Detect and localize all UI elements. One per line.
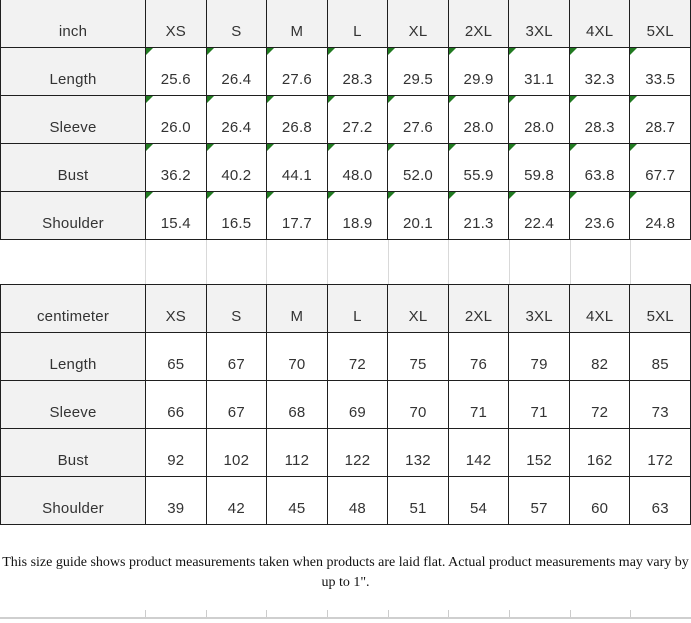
- size-header-cell-label: 5XL: [646, 308, 674, 325]
- measurement-cell-label: 79: [530, 356, 548, 373]
- green-triangle-icon: [146, 192, 153, 199]
- measurement-cell: [630, 48, 691, 96]
- measurement-cell: [388, 144, 449, 192]
- measurement-cell-label: 63.8: [584, 167, 615, 184]
- size-header-cell: [630, 0, 691, 48]
- unit-header-cell-label: inch: [58, 23, 88, 40]
- measurement-cell-label: 70: [409, 404, 427, 421]
- size-header-cell-label: 3XL: [525, 23, 553, 40]
- green-triangle-icon: [267, 144, 274, 151]
- measurement-cell: [328, 429, 389, 477]
- measurement-cell-label: 67: [227, 356, 245, 373]
- measurement-cell-label: 48.0: [342, 167, 373, 184]
- measurement-cell-label: 18.9: [342, 215, 373, 232]
- size-header-cell-label: 2XL: [464, 308, 493, 325]
- measurement-cell-label: 44.1: [281, 167, 312, 184]
- measurement-cell-label: 69: [348, 404, 366, 421]
- row-label-cell: [1, 144, 146, 192]
- measurement-cell-label: 39: [167, 500, 185, 517]
- measurement-cell: [388, 192, 449, 240]
- measurement-cell-label: 20.1: [402, 215, 433, 232]
- green-triangle-icon: [630, 144, 637, 151]
- green-triangle-icon: [207, 96, 214, 103]
- green-triangle-icon: [207, 144, 214, 151]
- size-header-cell-label: S: [231, 23, 242, 40]
- size-header-cell: [570, 0, 631, 48]
- row-label-cell-label: Shoulder: [42, 215, 104, 232]
- size-header-cell: [388, 285, 449, 333]
- measurement-cell: [570, 381, 631, 429]
- row-label-cell: [1, 381, 146, 429]
- measurement-cell-label: 21.3: [463, 215, 494, 232]
- measurement-cell: [146, 381, 207, 429]
- measurement-cell-label: 71: [530, 404, 548, 421]
- measurement-cell-label: 31.1: [524, 71, 555, 88]
- measurement-cell: [328, 192, 389, 240]
- measurement-cell: [146, 477, 207, 525]
- measurement-cell: [388, 381, 449, 429]
- measurement-cell: [570, 144, 631, 192]
- row-label-cell-label: Sleeve: [49, 404, 97, 421]
- measurement-cell-label: 152: [526, 452, 552, 469]
- measurement-cell: [267, 192, 328, 240]
- measurement-cell-label: 25.6: [160, 71, 191, 88]
- green-triangle-icon: [328, 144, 335, 151]
- measurement-cell-label: 22.4: [524, 215, 555, 232]
- measurement-cell: [207, 144, 268, 192]
- size-header-cell-label: 5XL: [646, 23, 674, 40]
- measurement-cell: [570, 429, 631, 477]
- size-table-inch: [0, 0, 691, 240]
- size-header-cell-label: 2XL: [464, 23, 493, 40]
- size-header-cell-label: XL: [408, 23, 428, 40]
- size-header-cell: [146, 0, 207, 48]
- size-header-cell: [267, 285, 328, 333]
- green-triangle-icon: [328, 48, 335, 55]
- green-triangle-icon: [207, 48, 214, 55]
- measurement-cell-label: 36.2: [160, 167, 191, 184]
- green-triangle-icon: [630, 192, 637, 199]
- faint-column-line: [327, 240, 328, 284]
- green-triangle-icon: [207, 192, 214, 199]
- measurement-cell-label: 33.5: [645, 71, 676, 88]
- measurement-cell: [146, 333, 207, 381]
- green-triangle-icon: [570, 192, 577, 199]
- measurement-cell-label: 162: [586, 452, 613, 469]
- measurement-cell-label: 29.9: [463, 71, 494, 88]
- green-triangle-icon: [509, 48, 516, 55]
- faint-column-line: [388, 240, 389, 284]
- green-triangle-icon: [328, 192, 335, 199]
- measurement-cell: [146, 144, 207, 192]
- size-header-cell: [630, 285, 691, 333]
- spacer-row: [0, 240, 691, 284]
- row-label-cell-label: Length: [49, 356, 97, 373]
- unit-header-cell: [1, 285, 146, 333]
- measurement-cell-label: 28.0: [463, 119, 494, 136]
- measurement-cell: [570, 96, 631, 144]
- measurement-cell-label: 28.3: [584, 119, 615, 136]
- measurement-cell: [388, 96, 449, 144]
- column-border-tick: [206, 610, 207, 617]
- measurement-cell: [207, 96, 268, 144]
- green-triangle-icon: [509, 96, 516, 103]
- measurement-cell: [509, 429, 570, 477]
- measurement-cell: [509, 144, 570, 192]
- size-header-cell-label: 4XL: [586, 308, 614, 325]
- measurement-cell-label: 112: [284, 452, 310, 469]
- measurement-cell: [267, 333, 328, 381]
- measurement-cell-label: 40.2: [221, 167, 252, 184]
- measurement-cell: [630, 477, 691, 525]
- measurement-cell-label: 142: [465, 452, 492, 469]
- measurement-cell: [570, 333, 631, 381]
- measurement-cell: [328, 477, 389, 525]
- size-header-cell-label: 4XL: [586, 23, 614, 40]
- unit-header-cell: [1, 0, 146, 48]
- measurement-cell: [449, 144, 510, 192]
- row-label-cell: [1, 192, 146, 240]
- row-label-cell: [1, 477, 146, 525]
- measurement-cell: [509, 96, 570, 144]
- size-header-cell: [267, 0, 328, 48]
- measurement-cell-label: 57: [530, 500, 548, 517]
- green-triangle-icon: [630, 48, 637, 55]
- size-header-cell: [388, 0, 449, 48]
- measurement-cell: [267, 477, 328, 525]
- column-border-tick: [145, 610, 146, 617]
- green-triangle-icon: [146, 48, 153, 55]
- row-label-cell: [1, 96, 146, 144]
- measurement-cell: [267, 381, 328, 429]
- measurement-cell-label: 26.8: [281, 119, 312, 136]
- measurement-cell: [267, 96, 328, 144]
- size-header-cell-label: XS: [165, 308, 186, 325]
- measurement-cell: [267, 144, 328, 192]
- measurement-cell: [388, 429, 449, 477]
- column-border-tick: [327, 610, 328, 617]
- measurement-cell-label: 102: [223, 452, 250, 469]
- column-border-tick: [448, 610, 449, 617]
- measurement-cell-label: 65: [167, 356, 185, 373]
- measurement-cell: [509, 333, 570, 381]
- measurement-cell-label: 27.6: [281, 71, 312, 88]
- measurement-cell-label: 72: [348, 356, 366, 373]
- measurement-cell: [207, 429, 268, 477]
- measurement-cell-label: 52.0: [402, 167, 433, 184]
- size-header-cell-label: M: [290, 23, 304, 40]
- green-triangle-icon: [449, 192, 456, 199]
- faint-column-line: [448, 240, 449, 284]
- size-header-cell-label: XS: [165, 23, 186, 40]
- measurement-cell: [146, 96, 207, 144]
- green-triangle-icon: [570, 144, 577, 151]
- measurement-cell-label: 132: [405, 452, 431, 469]
- measurement-cell: [267, 429, 328, 477]
- row-label-cell-label: Length: [49, 71, 97, 88]
- measurement-cell: [146, 192, 207, 240]
- measurement-cell: [207, 333, 268, 381]
- size-header-cell-label: S: [231, 308, 242, 325]
- measurement-cell-label: 42: [227, 500, 245, 517]
- measurement-cell: [207, 192, 268, 240]
- measurement-cell-label: 60: [591, 500, 609, 517]
- size-header-cell-label: L: [353, 308, 362, 325]
- size-header-cell-label: L: [353, 23, 362, 40]
- column-border-tick: [266, 610, 267, 617]
- green-triangle-icon: [388, 48, 395, 55]
- measurement-cell: [630, 429, 691, 477]
- measurement-cell-label: 67.7: [645, 167, 676, 184]
- green-triangle-icon: [146, 96, 153, 103]
- measurement-cell: [449, 381, 510, 429]
- green-triangle-icon: [509, 192, 516, 199]
- measurement-cell: [146, 48, 207, 96]
- measurement-cell: [328, 381, 389, 429]
- measurement-cell-label: 54: [470, 500, 488, 517]
- measurement-cell: [570, 48, 631, 96]
- measurement-cell: [449, 96, 510, 144]
- measurement-cell: [207, 48, 268, 96]
- size-header-cell: [509, 0, 570, 48]
- row-label-cell-label: Sleeve: [49, 119, 97, 136]
- measurement-cell: [630, 192, 691, 240]
- green-triangle-icon: [388, 96, 395, 103]
- measurement-cell-label: 27.2: [342, 119, 373, 136]
- measurement-cell: [449, 48, 510, 96]
- size-header-cell: [509, 285, 570, 333]
- measurement-cell-label: 32.3: [584, 71, 615, 88]
- measurement-cell-label: 28.0: [524, 119, 555, 136]
- measurement-cell-label: 92: [167, 452, 185, 469]
- measurement-cell-label: 15.4: [160, 215, 191, 232]
- size-guide-note: This size guide shows product measurements taken when products are laid flat. Actual product measurements may vary by up to 1".: [2, 555, 689, 590]
- green-triangle-icon: [449, 96, 456, 103]
- faint-column-line: [630, 240, 631, 284]
- green-triangle-icon: [570, 96, 577, 103]
- row-label-cell-label: Bust: [57, 167, 89, 184]
- measurement-cell-label: 63: [651, 500, 669, 517]
- size-table-centimeter: [0, 284, 691, 525]
- faint-column-line: [206, 240, 207, 284]
- green-triangle-icon: [328, 96, 335, 103]
- measurement-cell-label: 71: [470, 404, 488, 421]
- size-header-cell: [449, 0, 510, 48]
- measurement-cell: [630, 144, 691, 192]
- green-triangle-icon: [388, 192, 395, 199]
- size-header-cell: [207, 285, 268, 333]
- measurement-cell: [570, 477, 631, 525]
- measurement-cell: [328, 96, 389, 144]
- measurement-cell: [388, 477, 449, 525]
- measurement-cell-label: 17.7: [281, 215, 312, 232]
- measurement-cell: [328, 144, 389, 192]
- faint-column-line: [145, 240, 146, 284]
- green-triangle-icon: [449, 48, 456, 55]
- measurement-cell-label: 85: [651, 356, 669, 373]
- measurement-cell-label: 75: [409, 356, 427, 373]
- measurement-cell: [388, 48, 449, 96]
- size-header-cell: [146, 285, 207, 333]
- measurement-cell: [509, 477, 570, 525]
- measurement-cell-label: 70: [288, 356, 306, 373]
- measurement-cell-label: 26.4: [221, 119, 252, 136]
- green-triangle-icon: [146, 144, 153, 151]
- size-header-cell: [449, 285, 510, 333]
- measurement-cell-label: 24.8: [645, 215, 676, 232]
- measurement-cell: [388, 333, 449, 381]
- size-header-cell: [207, 0, 268, 48]
- measurement-cell: [509, 48, 570, 96]
- measurement-cell-label: 28.3: [342, 71, 373, 88]
- measurement-cell-label: 122: [344, 452, 371, 469]
- measurement-cell: [449, 192, 510, 240]
- measurement-cell-label: 48: [348, 500, 366, 517]
- measurement-cell-label: 26.0: [160, 119, 191, 136]
- faint-column-line: [570, 240, 571, 284]
- measurement-cell-label: 26.4: [221, 71, 252, 88]
- cutoff-table-top: [0, 610, 691, 623]
- measurement-cell: [630, 381, 691, 429]
- measurement-cell: [509, 192, 570, 240]
- measurement-cell-label: 27.6: [402, 119, 433, 136]
- measurement-cell-label: 23.6: [584, 215, 615, 232]
- green-triangle-icon: [509, 144, 516, 151]
- cutoff-table-border: [0, 617, 691, 619]
- column-border-tick: [388, 610, 389, 617]
- measurement-cell: [328, 333, 389, 381]
- row-label-cell: [1, 429, 146, 477]
- column-border-tick: [509, 610, 510, 617]
- measurement-cell-label: 55.9: [463, 167, 494, 184]
- row-label-cell: [1, 48, 146, 96]
- measurement-cell-label: 68: [288, 404, 306, 421]
- measurement-cell-label: 82: [591, 356, 609, 373]
- measurement-cell-label: 16.5: [221, 215, 252, 232]
- measurement-cell-label: 72: [591, 404, 609, 421]
- measurement-cell-label: 59.8: [524, 167, 555, 184]
- measurement-cell: [570, 192, 631, 240]
- measurement-cell-label: 29.5: [402, 71, 433, 88]
- green-triangle-icon: [388, 144, 395, 151]
- green-triangle-icon: [570, 48, 577, 55]
- size-header-cell: [328, 285, 389, 333]
- unit-header-cell-label: centimeter: [36, 308, 110, 325]
- measurement-cell: [509, 381, 570, 429]
- faint-column-line: [266, 240, 267, 284]
- faint-column-line: [509, 240, 510, 284]
- size-header-cell: [328, 0, 389, 48]
- row-label-cell-label: Shoulder: [42, 500, 104, 517]
- green-triangle-icon: [267, 192, 274, 199]
- measurement-cell: [328, 48, 389, 96]
- measurement-cell: [630, 333, 691, 381]
- measurement-cell: [449, 333, 510, 381]
- measurement-cell: [449, 429, 510, 477]
- measurement-cell-label: 76: [470, 356, 488, 373]
- size-header-cell-label: M: [290, 308, 304, 325]
- green-triangle-icon: [630, 96, 637, 103]
- row-label-cell-label: Bust: [57, 452, 89, 469]
- measurement-cell: [267, 48, 328, 96]
- measurement-cell: [146, 429, 207, 477]
- green-triangle-icon: [267, 96, 274, 103]
- size-header-cell: [570, 285, 631, 333]
- column-border-tick: [630, 610, 631, 617]
- measurement-cell-label: 51: [409, 500, 427, 517]
- measurement-cell-label: 73: [651, 404, 669, 421]
- measurement-cell: [630, 96, 691, 144]
- green-triangle-icon: [267, 48, 274, 55]
- measurement-cell: [449, 477, 510, 525]
- measurement-cell-label: 172: [647, 452, 674, 469]
- green-triangle-icon: [449, 144, 456, 151]
- row-label-cell: [1, 333, 146, 381]
- measurement-cell-label: 45: [288, 500, 306, 517]
- measurement-cell: [207, 477, 268, 525]
- size-header-cell-label: XL: [408, 308, 428, 325]
- measurement-cell-label: 66: [167, 404, 185, 421]
- measurement-cell: [207, 381, 268, 429]
- column-border-tick: [570, 610, 571, 617]
- size-header-cell-label: 3XL: [525, 308, 553, 325]
- measurement-cell-label: 28.7: [645, 119, 676, 136]
- measurement-cell-label: 67: [227, 404, 245, 421]
